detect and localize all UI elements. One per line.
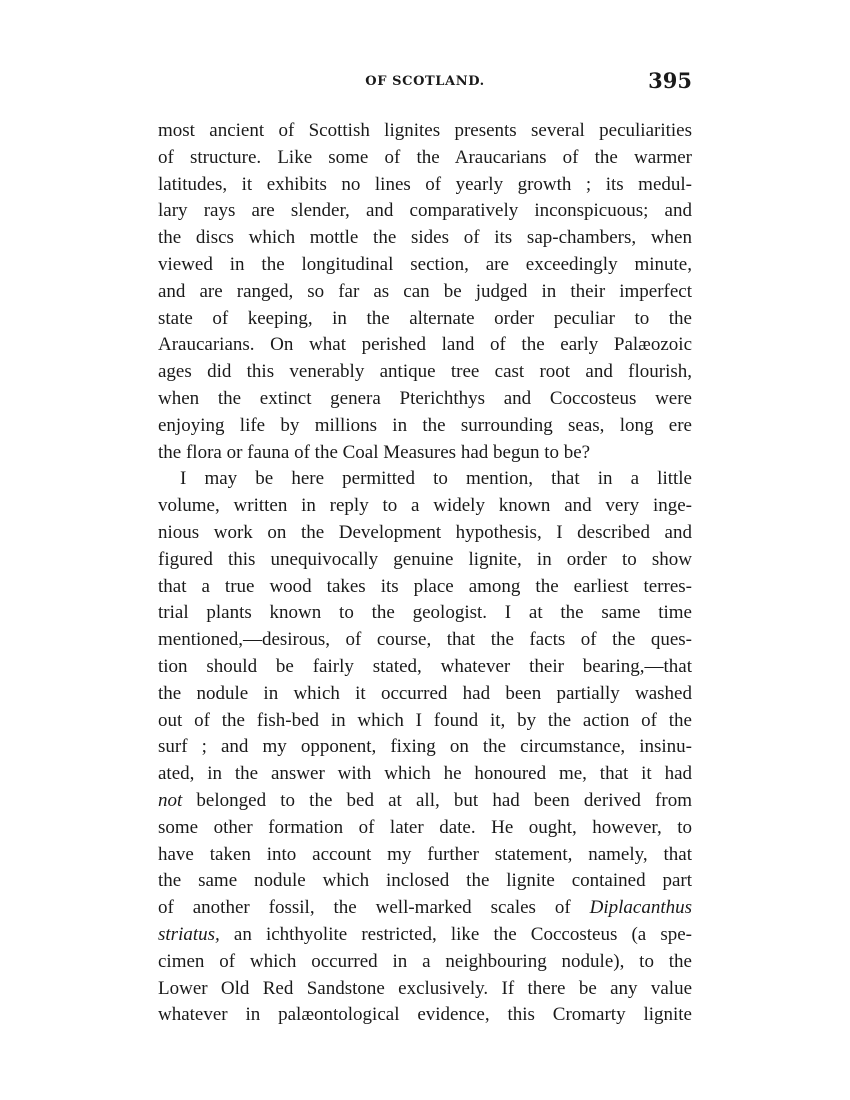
- line-text: ated, in the answer with which he honoured me, that it had: [158, 763, 692, 785]
- line-text: of structure. Like some of the Araucarians of the warmer: [158, 146, 692, 168]
- text-line: [158, 172, 692, 199]
- italic-phrase: not: [158, 789, 183, 811]
- line-text: surf ; and my opponent, fixing on the circumstance, insinu-: [158, 736, 692, 758]
- running-title: OF SCOTLAND.: [365, 74, 485, 89]
- text-line: [158, 279, 692, 306]
- line-text: viewed in the longitudinal section, are exceedingly minute,: [158, 253, 692, 275]
- text-line: [158, 734, 692, 761]
- text-line: [158, 440, 692, 467]
- line-text: nious work on the Development hypothesis, I described and: [158, 521, 692, 543]
- page-number: 395: [648, 68, 692, 93]
- text-line: [158, 654, 692, 681]
- line-text: ages did this venerably antique tree cast root and flourish,: [158, 361, 692, 383]
- text-line: [158, 520, 692, 547]
- line-text: most ancient of Scottish lignites presents several peculiarities: [158, 120, 692, 141]
- text-line: [158, 413, 692, 440]
- line-text: the flora or fauna of the Coal Measures had begun to be?: [158, 441, 591, 463]
- line-text: the discs which mottle the sides of its sap-chambers, when: [158, 227, 692, 249]
- text-line: [158, 627, 692, 654]
- line-text: state of keeping, in the alternate order peculiar to the: [158, 307, 692, 329]
- line-text: lary rays are slender, and comparatively inconspicuous; and: [158, 200, 692, 222]
- text-line: [158, 600, 692, 627]
- line-text: some other formation of later date. He ought, however, to: [158, 816, 692, 838]
- italic-phrase: striatus,: [158, 923, 220, 945]
- text-line: [158, 198, 692, 225]
- text-line: [158, 815, 692, 842]
- line-text: mentioned,—desirous, of course, that the facts of the ques-: [158, 629, 692, 651]
- line-text: latitudes, it exhibits no lines of yearly growth ; its medul-: [158, 173, 692, 195]
- text-line: [158, 252, 692, 279]
- text-line: [158, 547, 692, 574]
- line-text: tion should be fairly stated, whatever their bearing,—that: [158, 655, 692, 677]
- line-text: and are ranged, so far as can be judged in their imperfect: [158, 280, 692, 302]
- line-text: have taken into account my further statement, namely, that: [158, 843, 692, 865]
- line-text: belonged to the bed at all, but had been derived from: [182, 789, 692, 811]
- body-text: [158, 118, 692, 1029]
- line-text: Lower Old Red Sandstone exclusively. If there be any value: [158, 977, 692, 999]
- text-line: [158, 708, 692, 735]
- line-text: figured this unequivocally genuine lignite, in order to show: [158, 548, 692, 570]
- text-line: [158, 1002, 692, 1029]
- text-line: [158, 842, 692, 869]
- line-text: that a true wood takes its place among the earliest terres-: [158, 575, 692, 597]
- line-text: enjoying life by millions in the surrounding seas, long ere: [158, 414, 692, 436]
- line-text: the nodule in which it occurred had been partially washed: [158, 682, 692, 704]
- text-line: [158, 976, 692, 1003]
- text-line: [158, 922, 692, 949]
- text-line: [158, 574, 692, 601]
- line-text: out of the fish-bed in which I found it, by the action of the: [158, 709, 692, 731]
- text-line: [158, 306, 692, 333]
- text-line: [158, 761, 692, 788]
- text-line: [158, 332, 692, 359]
- text-line: [158, 145, 692, 172]
- line-text: whatever in palæontological evidence, this Cromarty lignite: [158, 1004, 692, 1026]
- text-line: [158, 386, 692, 413]
- line-text: volume, written in reply to a widely known and very inge-: [158, 495, 692, 517]
- line-text: when the extinct genera Pterichthys and Coccosteus were: [158, 387, 692, 409]
- line-text: the same nodule which inclosed the lignite contained part: [158, 870, 692, 892]
- text-line: [158, 895, 692, 922]
- line-text: trial plants known to the geologist. I at the same time: [158, 602, 692, 624]
- text-line: [158, 225, 692, 252]
- italic-phrase: Diplacanthus: [589, 897, 692, 919]
- running-head: [158, 68, 692, 102]
- line-text: cimen of which occurred in a neighbouring nodule), to the: [158, 950, 692, 972]
- line-text: an ichthyolite restricted, like the Coccosteus (a spe-: [219, 923, 692, 945]
- line-text: Araucarians. On what perished land of the early Palæozoic: [158, 334, 692, 356]
- text-line: [158, 788, 692, 815]
- line-text: I may be here permitted to mention, that in a little: [180, 468, 692, 490]
- text-line: [158, 868, 692, 895]
- text-line: [158, 359, 692, 386]
- text-line: [158, 681, 692, 708]
- text-line: [158, 466, 692, 493]
- line-text: of another fossil, the well-marked scales of: [158, 897, 590, 919]
- text-line: [158, 118, 692, 145]
- text-line: [158, 949, 692, 976]
- text-line: [158, 493, 692, 520]
